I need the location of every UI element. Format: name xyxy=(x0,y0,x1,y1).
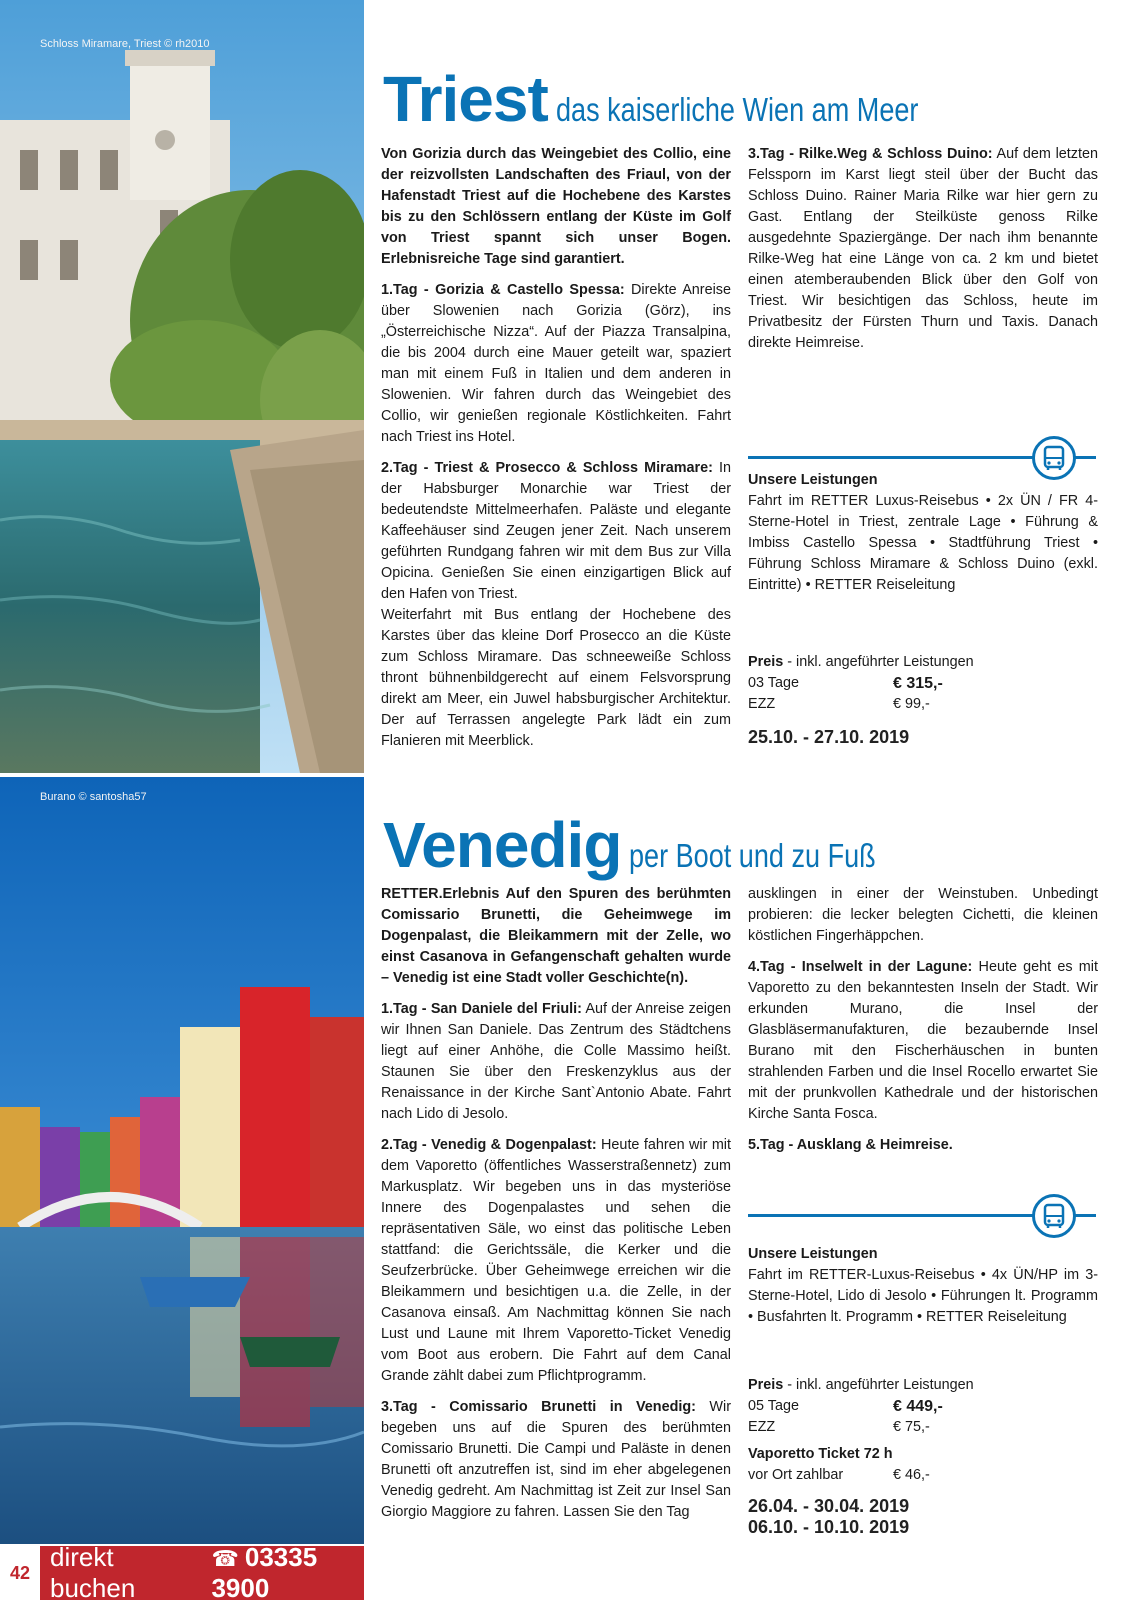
ezz-row: EZZ € 75,- xyxy=(748,1419,930,1435)
services-title: Unsere Leistungen xyxy=(748,1246,878,1262)
triest-day-2-cont: Weiterfahrt mit Bus entlang der Hochebene des Karstes über das kleine Dorf Prosecco an die Küste zum Schloss Miramare. Das schneeweiße Schloss thront bühnenbildgerecht auf einem Felsvorsprung direkt am Meer, ein Juwel habsburgischer Architektur. Der auf Terrassen angelegte Park lädt ein zum Flanieren mit Meerblick. xyxy=(381,607,731,749)
venedig-column-1 xyxy=(381,884,731,1533)
price-row: 03 Tage € 315,- xyxy=(748,675,943,692)
triest-lead: Von Gorizia durch das Weingebiet des Collio, eine der reizvollsten Landschaften des Friaul, von der Hafenstadt Triest auf die Hochebene des Karstes bis zu den Schlössern entlang der Küste im Golf von Triest spannt sich unser Bogen. Erlebnisreiche Tage sind garantiert. xyxy=(381,146,731,267)
venedig-day-5: 5.Tag - Ausklang & Heimreise. xyxy=(748,1137,953,1153)
venedig-title: Venedig xyxy=(383,809,622,881)
services-text: Fahrt im RETTER Luxus-Reisebus • 2x ÜN / FR 4-Sterne-Hotel in Triest, zentrale Lage • Führung & Imbiss Castello Spessa • Stadtführung Triest • Führung Schloss Miramare & Schloss Duino (exkl. Eintritte) • RETTER Reiseleitung xyxy=(748,493,1098,593)
price-header: Preis - inkl. angeführter Leistungen xyxy=(748,1377,974,1393)
triest-day-3: 3.Tag - Rilke.Weg & Schloss Duino: Auf dem letzten Felssporn im Karst liegt steil über der Bucht das Schloss Duino. Rainer Maria Rilke war hier gern zu Gast. Entlang der Steilküste genoss Rilke ausgedehnte Spaziergänge. Der nach ihm benannte Rilke-Weg hat eine Länge von ca. 2 km und bietet einen atemberaubenden Blick über den Golf von Triest. Wir besichtigen das Schloss, heute im Privatbesitz der Fürsten Thurn und Taxis. Danach direkte Heimreise. xyxy=(748,146,1098,351)
travel-date: 25.10. - 27.10. 2019 xyxy=(748,727,910,747)
travel-date: 26.04. - 30.04. 2019 xyxy=(748,1496,910,1516)
triest-subtitle: das kaiserliche Wien am Meer xyxy=(555,91,919,128)
ticket-row: vor Ort zahlbar € 46,- xyxy=(748,1467,930,1483)
venedig-lead: RETTER.Erlebnis Auf den Spuren des berühmten Comissario Brunetti, die Geheimwege im Dogenpalast, die Bleikammern mit der Zelle, wo einst Casanova in Gefangenschaft gehalten wurde – Venedig ist eine Stadt voller Geschichte(n). xyxy=(381,886,731,986)
photo-credit: Schloss Miramare, Triest © rh2010 xyxy=(40,38,210,50)
triest-column-2 xyxy=(748,144,1098,364)
phone-number-block[interactable] xyxy=(211,1542,364,1604)
triest-column-1 xyxy=(381,144,731,762)
ezz-row: EZZ € 99,- xyxy=(748,696,930,712)
page-number: 42 xyxy=(0,1546,40,1600)
cta-text: direkt buchen xyxy=(50,1542,136,1603)
phone-number: 03335 3900 xyxy=(211,1542,318,1603)
triest-day-1: 1.Tag - Gorizia & Castello Spessa: Direkte Anreise über Slowenien nach Gorizia (Görz), ins „Österreichische Nizza“. Auf der Piazza Transalpina, die bis 2004 durch eine Mauer geteilt war, spaziert man mit einem Fuß in Italien und dem anderen in Slowenien. Wir fahren durch das Weingebiet des Collio, wir genießen regionale Köstlichkeiten. Fahrt nach Triest ins Hotel. xyxy=(381,282,731,445)
venedig-column-2 xyxy=(748,884,1098,1166)
services-title: Unsere Leistungen xyxy=(748,472,878,488)
venedig-day-2: 2.Tag - Venedig & Dogenpalast: Heute fahren wir mit dem Vaporetto (öffentliches Wasserstraßennetz) zum Markusplatz. Wir begeben uns in das mysteriöse Innere des Dogenpalastes und sehen die repräsentativen Säle, wo einst das politische Leben stattfand: die Gerichtssäle, die Kerker und die Seufzerbrücke. Über Geheimwege erreichen wir die Bleikammern und besichtigen u.a. die Zelle, in der Casanova einsaß. Am Nachmittag können Sie nach Lust und Laune mit Ihrem Vaporetto-Ticket Venedig vom Boot aus erobern. Die Fahrt auf dem Canal Grande zählt dabei zum Pflichtprogramm. xyxy=(381,1137,732,1384)
venedig-price xyxy=(748,1375,1098,1538)
burano-illustration xyxy=(0,777,364,1544)
venedig-services xyxy=(748,1244,1098,1328)
triest-heading xyxy=(383,62,998,136)
venedig-day-1: 1.Tag - San Daniele del Friuli: Auf der Anreise zeigen wir Ihnen San Daniele. Das Zentrum des Städtchens liegt auf einer Anhöhe, die Colle Massimo heißt. Staunen Sie über den Freskenzyklus aus der Renaissance in der Kirche Sant`Antonio Abate. Fahrt nach Lido di Jesolo. xyxy=(381,1001,731,1122)
venedig-day-3: 3.Tag - Comissario Brunetti in Venedig: Wir begeben uns auf die Spuren des berühmten Comissario Brunetti. Die Campi und Paläste in denen Brunetti oft anzutreffen ist, sind im eher abgelegenen Venedig gedreht. Am Nachmittag ist Zeit zur Insel San Giorgio Maggiore zu fahren. Lassen Sie den Tag xyxy=(381,1399,731,1520)
phone-icon: ☎ xyxy=(211,1546,239,1571)
triest-day-2: 2.Tag - Triest & Prosecco & Schloss Miramare: In der Habsburger Monarchie war Triest der bedeutendste Mittelmeerhafen. Paläste und elegante Kaffeehäuser sind Zeugen jener Zeit. Nach unserem geführten Rundgang fahren wir mit dem Bus zur Villa Opicina. Genießen Sie einen einzigartigen Blick auf den Hafen von Triest. xyxy=(381,460,731,602)
triest-title: Triest xyxy=(383,63,548,135)
booking-bar[interactable] xyxy=(40,1542,364,1603)
venedig-subtitle: per Boot und zu Fuß xyxy=(629,837,877,874)
burano-photo xyxy=(0,777,364,1544)
price-header: Preis - inkl. angeführter Leistungen xyxy=(748,654,974,670)
venedig-heading xyxy=(383,808,930,882)
triest-services xyxy=(748,470,1098,596)
miramare-illustration xyxy=(0,0,364,773)
booking-footer xyxy=(0,1542,364,1603)
venedig-day-4: 4.Tag - Inselwelt in der Lagune: Heute geht es mit Vaporetto zu den bekanntesten Inseln der Stadt. Wir erkunden Murano, die Insel der Glasbläsermanufakturen, die bezaubernde Insel Burano mit den Fischerhäuschen in bunten strahlenden Farben und die Insel Rocello erwartet Sie mit der prunkvollen Kathedrale und der historischen Kirche Santa Fosca. xyxy=(748,959,1098,1122)
miramare-photo xyxy=(0,0,364,773)
photo-credit: Burano © santosha57 xyxy=(40,791,147,803)
price-row: 05 Tage € 449,- xyxy=(748,1398,943,1415)
travel-date: 06.10. - 10.10. 2019 xyxy=(748,1517,910,1537)
services-text: Fahrt im RETTER-Luxus-Reisebus • 4x ÜN/HP im 3-Sterne-Hotel, Lido di Jesolo • Führungen lt. Programm • Busfahrten lt. Programm • RETTER Reiseleitung xyxy=(748,1267,1098,1325)
venedig-day-3-cont: ausklingen in einer der Weinstuben. Unbedingt probieren: die lecker belegten Cichetti, die kleinen köstlichen Fingerhäppchen. xyxy=(748,886,1098,944)
ticket-label: Vaporetto Ticket 72 h xyxy=(748,1446,893,1462)
bus-icon xyxy=(1032,1194,1076,1238)
triest-price xyxy=(748,652,1098,748)
